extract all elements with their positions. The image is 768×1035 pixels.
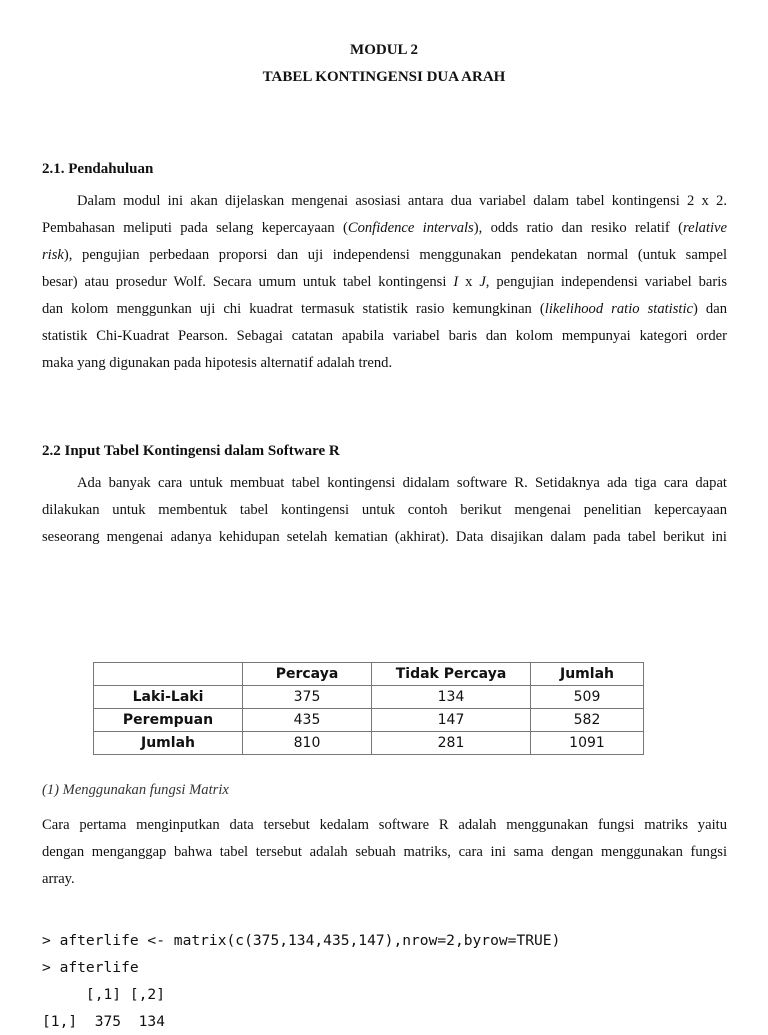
contingency-table xyxy=(93,662,644,755)
r-code-block xyxy=(42,927,560,1035)
paragraph-line: maka yang digunakan pada hipotesis alternatif adalah trend. xyxy=(42,355,393,371)
table-cell: 1091 xyxy=(531,732,644,755)
paragraph-line: dengan menganggap bahwa tabel tersebut adalah sebuah matriks, cara ini sama dengan menggunakan fungsi xyxy=(42,844,727,860)
section-heading-pendahuluan: 2.1. Pendahuluan xyxy=(42,161,154,177)
paragraph-line: besar) atau prosedur Wolf. Secara umum untuk tabel kontingensi I x J, pengujian independensi variabel baris xyxy=(42,274,728,290)
table-cell: 281 xyxy=(372,732,531,755)
module-number: MODUL 2 xyxy=(350,42,418,58)
table-row-label: Perempuan xyxy=(94,709,243,732)
code-line: [1,] 375 134 xyxy=(42,1013,166,1030)
table-row xyxy=(94,686,644,709)
paragraph-line: dan kolom menggunkan uji chi kuadrat termasuk statistik rasio kemungkinan (likelihood ratio statistic) dan xyxy=(42,301,727,317)
table-cell: 582 xyxy=(531,709,644,732)
code-line: > afterlife xyxy=(42,959,139,976)
module-title: TABEL KONTINGENSI DUA ARAH xyxy=(262,69,506,85)
table-header-row xyxy=(94,663,644,686)
table-header-cell: Tidak Percaya xyxy=(372,663,531,686)
code-line: [,1] [,2] xyxy=(42,986,166,1003)
code-line: > afterlife <- matrix(c(375,134,435,147),nrow=2,byrow=TRUE) xyxy=(42,932,561,949)
paragraph-line: dilakukan untuk membentuk tabel kontingensi untuk contoh berikut mengenai penelitian kepercayaan xyxy=(42,502,727,518)
paragraph-line: Cara pertama menginputkan data tersebut kedalam software R adalah menggunakan fungsi matriks yaitu xyxy=(42,817,727,833)
table-row-label: Jumlah xyxy=(94,732,243,755)
table-row xyxy=(94,709,644,732)
table-header-cell xyxy=(94,663,243,686)
paragraph-line: risk), pengujian perbedaan proporsi dan uji independensi menggunakan pendekatan normal (untuk sampel xyxy=(42,247,727,263)
table-cell: 509 xyxy=(531,686,644,709)
table-cell: 147 xyxy=(372,709,531,732)
table-cell: 375 xyxy=(243,686,372,709)
paragraph-line: Ada banyak cara untuk membuat tabel kontingensi didalam software R. Setidaknya ada tiga cara dapat xyxy=(77,475,727,491)
table-cell: 134 xyxy=(372,686,531,709)
table-row-label: Laki-Laki xyxy=(94,686,243,709)
paragraph-pendahuluan xyxy=(42,188,727,377)
table-cell: 810 xyxy=(243,732,372,755)
section-heading-input-tabel: 2.2 Input Tabel Kontingensi dalam Software R xyxy=(42,443,340,459)
paragraph-input-tabel xyxy=(42,470,727,551)
paragraph-line: Pembahasan meliputi pada selang kepercayaan (Confidence intervals), odds ratio dan resiko relatif (relative xyxy=(42,220,728,236)
paragraph-matrix xyxy=(42,812,727,893)
paragraph-line: Dalam modul ini akan dijelaskan mengenai asosiasi antara dua variabel dalam tabel kontingensi 2 x 2. xyxy=(77,193,727,209)
table-header-cell: Jumlah xyxy=(531,663,644,686)
table-cell: 435 xyxy=(243,709,372,732)
table-header-cell: Percaya xyxy=(243,663,372,686)
table-row xyxy=(94,732,644,755)
paragraph-line: seseorang mengenai adanya kehidupan setelah kematian (akhirat). Data disajikan dalam pada tabel berikut ini xyxy=(42,529,727,545)
paragraph-line: statistik Chi-Kuadrat Pearson. Sebagai catatan apabila variabel baris dan kolom mempunyai kategori order xyxy=(42,328,727,344)
paragraph-line: array. xyxy=(42,871,75,887)
subsection-caption: (1) Menggunakan fungsi Matrix xyxy=(42,782,229,798)
